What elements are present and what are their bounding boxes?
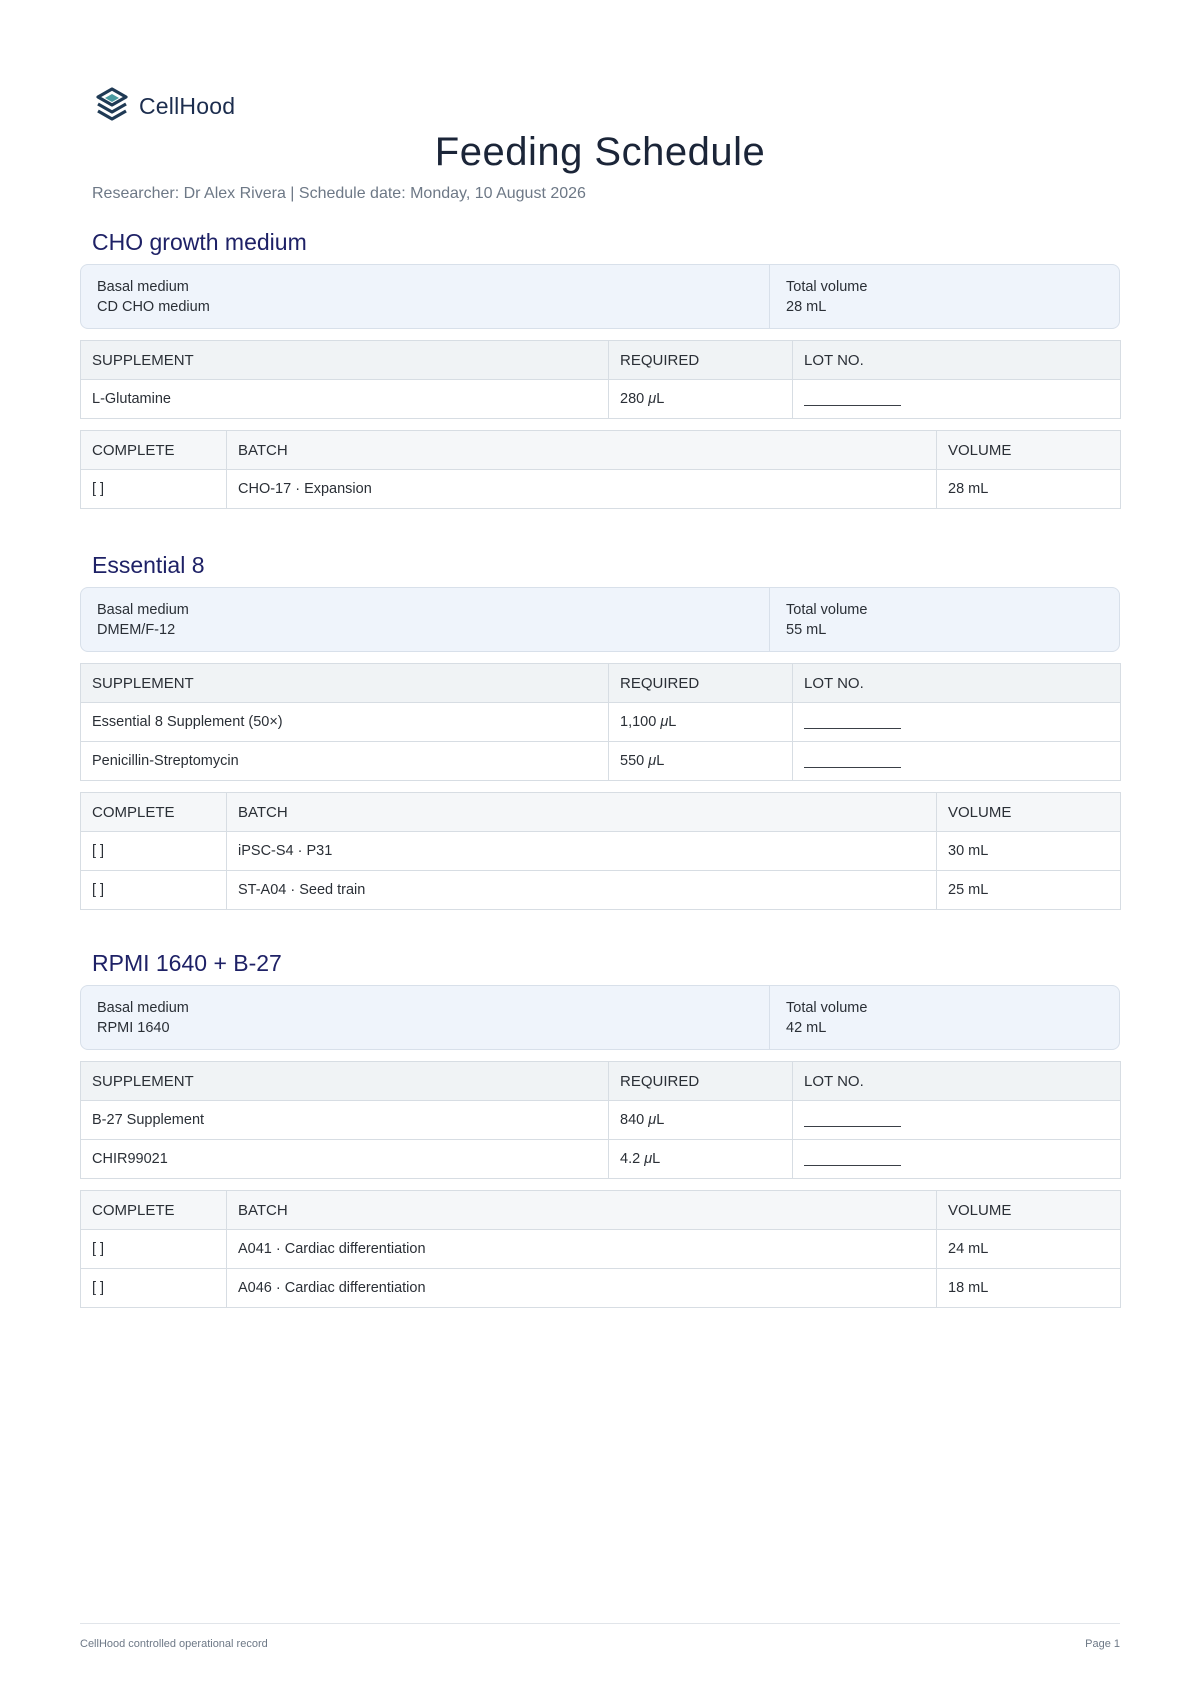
basal-medium-cell xyxy=(81,986,770,1049)
batch-name: ST-A04 · Seed train xyxy=(227,871,937,910)
batch-name: A046 · Cardiac differentiation xyxy=(227,1269,937,1308)
unit-prefix: μ xyxy=(648,753,657,769)
table-row xyxy=(81,380,1121,419)
complete-checkbox[interactable]: [ ] xyxy=(81,1230,227,1269)
total-volume-cell xyxy=(770,265,1119,328)
complete-checkbox[interactable]: [ ] xyxy=(81,1269,227,1308)
supplement-name: B-27 Supplement xyxy=(81,1101,609,1140)
batch-name: CHO-17 · Expansion xyxy=(227,470,937,509)
lot-no-header: LOT NO. xyxy=(793,341,1121,380)
supplement-name: Essential 8 Supplement (50×) xyxy=(81,703,609,742)
batch-table xyxy=(80,1190,1121,1308)
supplement-header: SUPPLEMENT xyxy=(81,1062,609,1101)
required-amount xyxy=(609,1140,793,1179)
table-row xyxy=(81,1269,1121,1308)
supplement-header-row xyxy=(81,664,1121,703)
table-row xyxy=(81,1101,1121,1140)
total-volume-value: 28 mL xyxy=(786,299,827,315)
required-amount xyxy=(609,1101,793,1140)
table-row xyxy=(81,703,1121,742)
section-cho-growth-medium xyxy=(80,226,1120,509)
unit: L xyxy=(668,714,677,730)
amount-value: 840 xyxy=(620,1112,645,1128)
amount-value: 4.2 xyxy=(620,1151,641,1167)
total-volume-value: 42 mL xyxy=(786,1020,827,1036)
batch-volume: 24 mL xyxy=(937,1230,1121,1269)
total-volume-cell xyxy=(770,986,1119,1049)
table-row xyxy=(81,871,1121,910)
required-amount xyxy=(609,742,793,781)
batch-header: BATCH xyxy=(227,793,937,832)
basal-medium-cell xyxy=(81,265,770,328)
lot-no-field[interactable] xyxy=(793,742,1121,781)
unit: L xyxy=(652,1151,661,1167)
batch-table xyxy=(80,430,1121,509)
page-subtitle: Researcher: Dr Alex Rivera | Schedule date: Monday, 10 August 2026 xyxy=(92,185,586,202)
volume-header: VOLUME xyxy=(937,793,1121,832)
required-header: REQUIRED xyxy=(609,341,793,380)
supplement-header: SUPPLEMENT xyxy=(81,664,609,703)
complete-header: COMPLETE xyxy=(81,431,227,470)
amount-value: 550 xyxy=(620,753,645,769)
unit-prefix: μ xyxy=(648,1112,657,1128)
basal-medium-cell xyxy=(81,588,770,651)
batch-name: A041 · Cardiac differentiation xyxy=(227,1230,937,1269)
supplement-name: Penicillin-Streptomycin xyxy=(81,742,609,781)
lot-no-header: LOT NO. xyxy=(793,664,1121,703)
brand xyxy=(94,86,235,126)
total-volume-label: Total volume xyxy=(786,279,868,295)
supplement-header: SUPPLEMENT xyxy=(81,341,609,380)
required-header: REQUIRED xyxy=(609,1062,793,1101)
unit-prefix: μ xyxy=(660,714,669,730)
footer-page-number: Page 1 xyxy=(1085,1638,1120,1650)
supplement-name: L-Glutamine xyxy=(81,380,609,419)
unit-prefix: μ xyxy=(644,1151,653,1167)
batch-volume: 25 mL xyxy=(937,871,1121,910)
lot-no-header: LOT NO. xyxy=(793,1062,1121,1101)
basal-medium-label: Basal medium xyxy=(97,1000,189,1016)
unit: L xyxy=(656,1112,665,1128)
page-title: Feeding Schedule xyxy=(434,130,766,174)
complete-header: COMPLETE xyxy=(81,793,227,832)
supplement-table xyxy=(80,663,1121,781)
unit-prefix: μ xyxy=(648,391,657,407)
batch-volume: 28 mL xyxy=(937,470,1121,509)
table-row xyxy=(81,742,1121,781)
cellhood-logo-icon xyxy=(94,86,130,126)
complete-checkbox[interactable]: [ ] xyxy=(81,871,227,910)
unit: L xyxy=(656,391,665,407)
lot-no-field[interactable] xyxy=(793,380,1121,419)
complete-checkbox[interactable]: [ ] xyxy=(81,470,227,509)
supplement-name: CHIR99021 xyxy=(81,1140,609,1179)
section-title: CHO growth medium xyxy=(92,229,307,255)
supplement-header-row xyxy=(81,341,1121,380)
batch-table xyxy=(80,792,1121,910)
lot-no-blank-line xyxy=(804,1153,901,1166)
medium-info-panel xyxy=(80,587,1120,652)
table-row xyxy=(81,470,1121,509)
amount-value: 280 xyxy=(620,391,645,407)
basal-medium-label: Basal medium xyxy=(97,602,189,618)
section-title: RPMI 1640 + B-27 xyxy=(92,950,282,976)
basal-medium-label: Basal medium xyxy=(97,279,189,295)
batch-volume: 18 mL xyxy=(937,1269,1121,1308)
lot-no-blank-line xyxy=(804,393,901,406)
amount-value: 1,100 xyxy=(620,714,657,730)
total-volume-value: 55 mL xyxy=(786,622,827,638)
batch-header-row xyxy=(81,1191,1121,1230)
section-essential-8 xyxy=(80,549,1120,910)
lot-no-blank-line xyxy=(804,716,901,729)
supplement-header-row xyxy=(81,1062,1121,1101)
complete-checkbox[interactable]: [ ] xyxy=(81,832,227,871)
lot-no-field[interactable] xyxy=(793,703,1121,742)
batch-header: BATCH xyxy=(227,1191,937,1230)
batch-header: BATCH xyxy=(227,431,937,470)
brand-name: CellHood xyxy=(139,92,236,119)
lot-no-field[interactable] xyxy=(793,1101,1121,1140)
medium-info-panel xyxy=(80,264,1120,329)
table-row xyxy=(81,832,1121,871)
batch-volume: 30 mL xyxy=(937,832,1121,871)
footer-record-label: CellHood controlled operational record xyxy=(80,1638,268,1650)
complete-header: COMPLETE xyxy=(81,1191,227,1230)
total-volume-cell xyxy=(770,588,1119,651)
table-row xyxy=(81,1140,1121,1179)
medium-info-panel xyxy=(80,985,1120,1050)
section-title: Essential 8 xyxy=(92,552,205,578)
lot-no-field[interactable] xyxy=(793,1140,1121,1179)
page-footer xyxy=(80,1623,1120,1650)
table-row xyxy=(81,1230,1121,1269)
volume-header: VOLUME xyxy=(937,431,1121,470)
lot-no-blank-line xyxy=(804,755,901,768)
total-volume-label: Total volume xyxy=(786,602,868,618)
volume-header: VOLUME xyxy=(937,1191,1121,1230)
lot-no-blank-line xyxy=(804,1114,901,1127)
total-volume-label: Total volume xyxy=(786,1000,868,1016)
basal-medium-value: DMEM/F-12 xyxy=(97,622,176,638)
basal-medium-value: RPMI 1640 xyxy=(97,1020,170,1036)
required-amount xyxy=(609,703,793,742)
basal-medium-value: CD CHO medium xyxy=(97,299,210,315)
required-amount xyxy=(609,380,793,419)
batch-header-row xyxy=(81,431,1121,470)
supplement-table xyxy=(80,340,1121,419)
supplement-table xyxy=(80,1061,1121,1179)
unit: L xyxy=(656,753,665,769)
required-header: REQUIRED xyxy=(609,664,793,703)
batch-header-row xyxy=(81,793,1121,832)
section-rpmi-1640-b27 xyxy=(80,947,1120,1308)
batch-name: iPSC-S4 · P31 xyxy=(227,832,937,871)
